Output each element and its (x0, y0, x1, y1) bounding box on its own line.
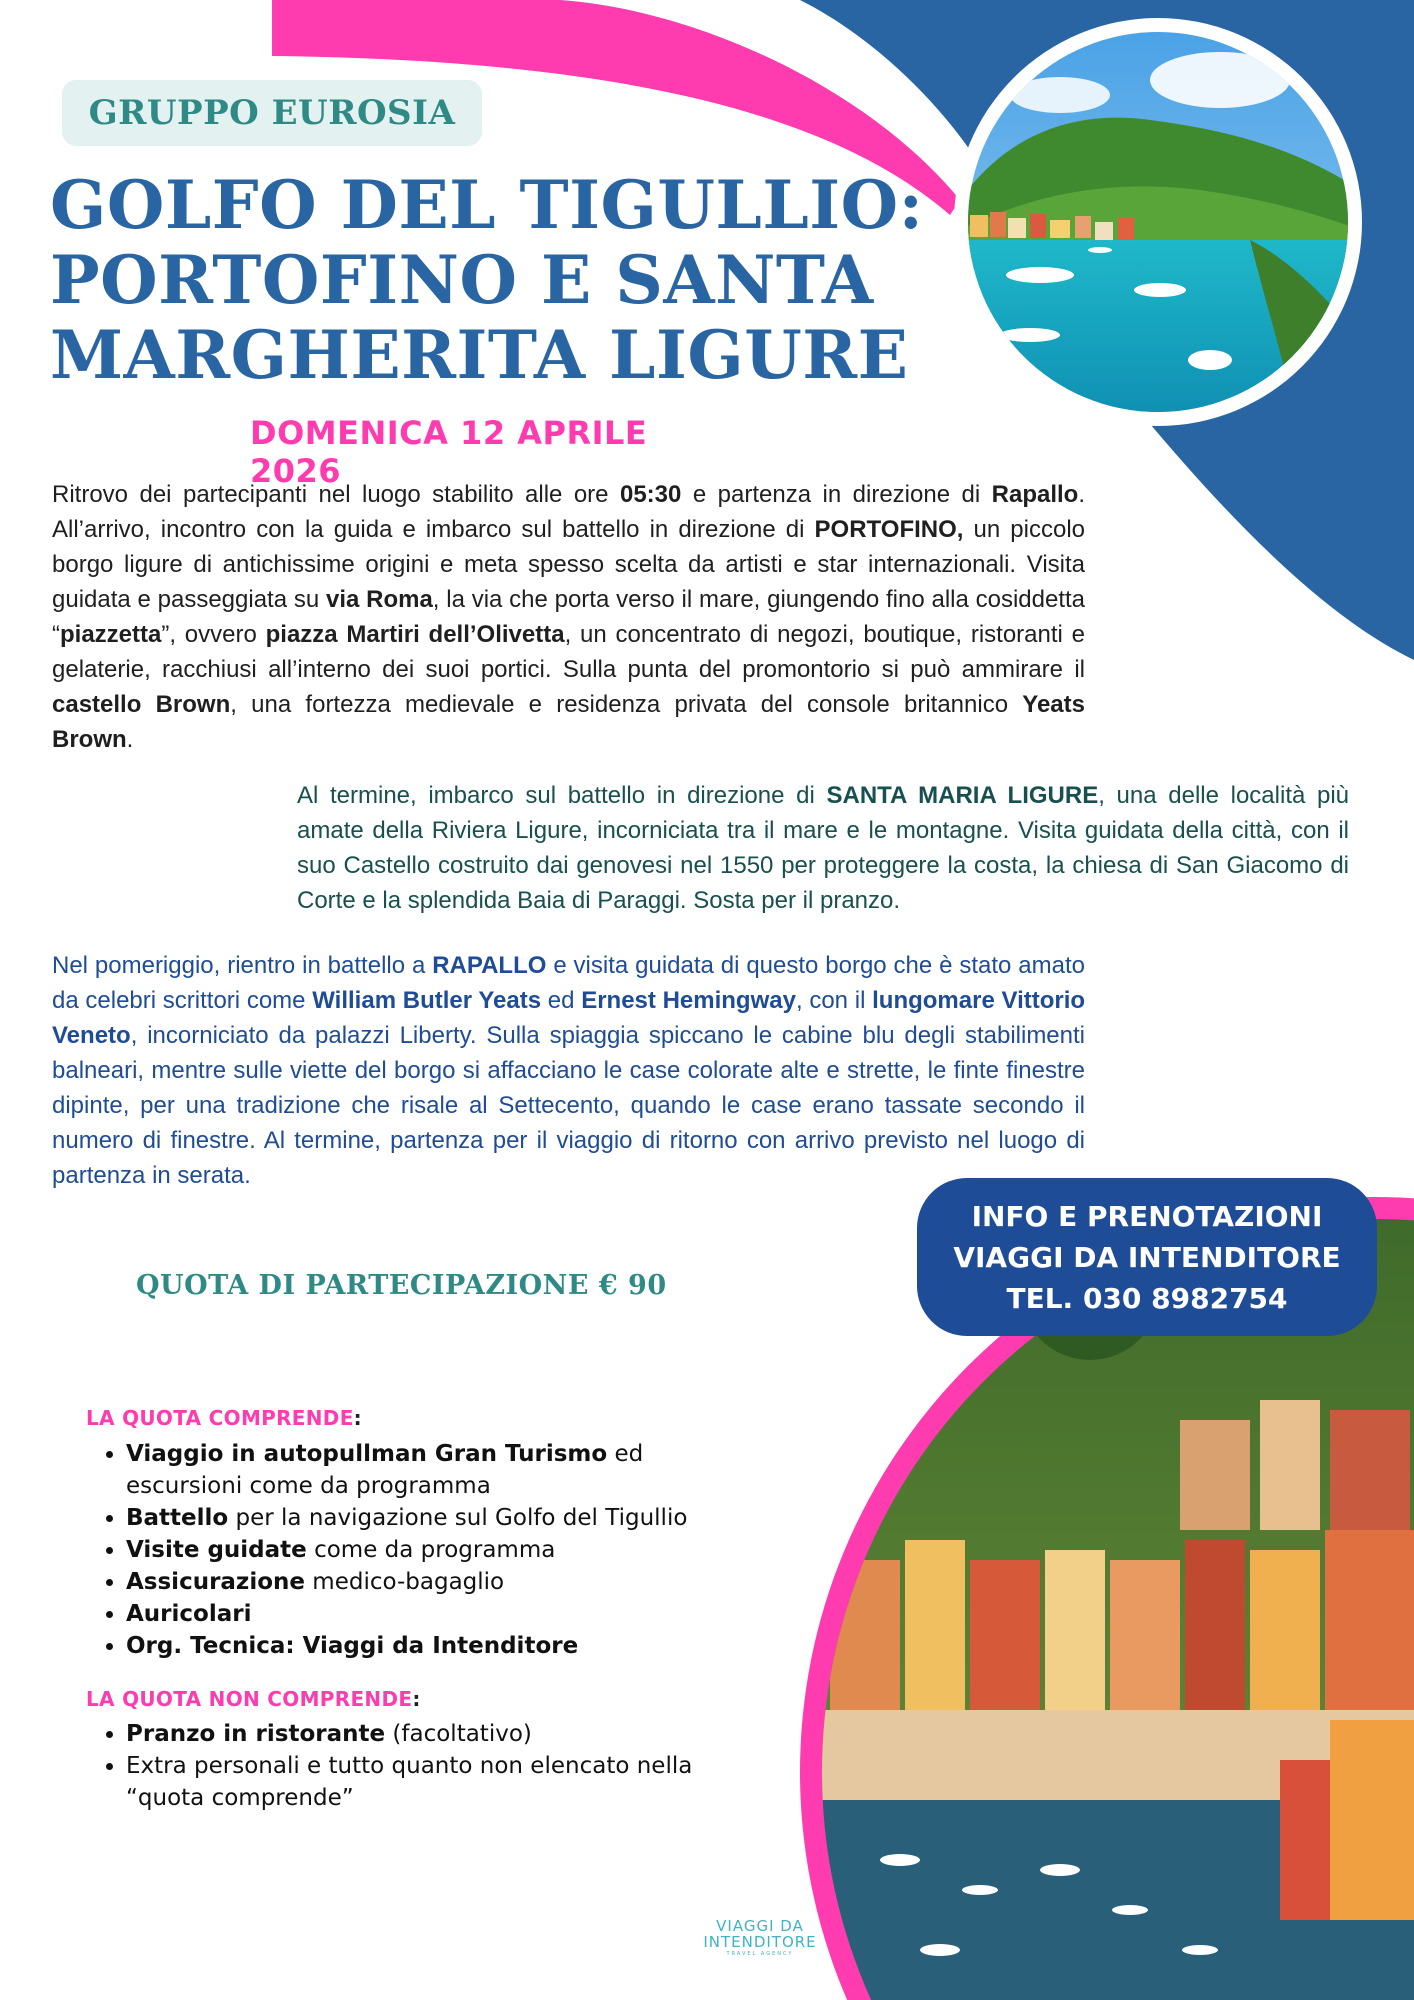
itinerary-midday: Al termine, imbarco sul battello in direzione di SANTA MARIA LIGURE, una delle località più amate della Riviera Ligure, incorniciata tra il mare e le montagne. Visita guidata della città, con il suo Castello costruito dai genovesi nel 1550 per proteggere la costa, la chiesa di San Giacomo di Corte e la splendida Baia di Paraggi. Sosta per il pranzo. (297, 782, 1350, 914)
includes-list (86, 1438, 766, 1662)
price-label: QUOTA DI PARTECIPAZIONE € 90 (136, 1270, 667, 1301)
excludes-heading: LA QUOTA NON COMPRENDE: (86, 1687, 421, 1711)
list-item: • Extra personali e tutto quanto non elencato nella “quota comprende” (126, 1750, 766, 1814)
list-item: • Visite guidate come da programma (126, 1534, 766, 1566)
list-item: • Pranzo in ristorante (facoltativo) (126, 1718, 766, 1750)
phone-number: TEL. 030 8982754 (1006, 1281, 1288, 1315)
itinerary-morning: Ritrovo dei partecipanti nel luogo stabilito alle ore 05:30 e partenza in direzione di Rapallo. All’arrivo, incontro con la guida e imbarco sul battello in direzione di PORTOFINO, un piccolo borgo ligure di antichissime origini e meta spesso scelta da artisti e star internazionali. Visita guidata e passeggiata su via Roma, la via che porta verso il mare, giungendo fino alla cosiddetta “piazzetta”, ovvero piazza Martiri dell’Olivetta, un concentrato di negozi, boutique, ristoranti e gelaterie, racchiusi all’interno dei suoi portici. Sulla punta del promontorio si può ammirare il castello Brown, una fortezza medievale e residenza privata del console britannico Yeats Brown. (52, 481, 1086, 753)
title-line: MARGHERITA LIGURE (50, 316, 909, 394)
includes-heading: LA QUOTA COMPRENDE: (86, 1406, 362, 1430)
list-item: • Viaggio in autopullman Gran Turismo ed escursioni come da programma (126, 1438, 766, 1502)
info-line: INFO E PRENOTAZIONI (971, 1199, 1323, 1233)
booking-info-box (917, 1178, 1377, 1336)
list-item: • Auricolari (126, 1598, 766, 1630)
page-title (50, 168, 950, 393)
group-badge: GRUPPO EUROSIA (62, 80, 482, 146)
excludes-list (86, 1718, 766, 1814)
list-item: • Battello per la navigazione sul Golfo del Tigullio (126, 1502, 766, 1534)
title-line: GOLFO DEL TIGULLIO: (50, 166, 924, 244)
agency-logo: VIAGGI DA INTENDITORE TRAVEL AGENCY (703, 1917, 817, 1957)
list-item: • Assicurazione medico-bagaglio (126, 1566, 766, 1598)
info-line: VIAGGI DA INTENDITORE (953, 1240, 1341, 1274)
title-line: PORTOFINO E SANTA (50, 241, 874, 319)
list-item: • Org. Tecnica: Viaggi da Intenditore (126, 1630, 766, 1662)
event-date: DOMENICA 12 APRILE 2026 (250, 414, 648, 490)
itinerary-afternoon: Nel pomeriggio, rientro in battello a RAPALLO e visita guidata di questo borgo che è stato amato da celebri scrittori come William Butler Yeats ed Ernest Hemingway, con il lungomare Vittorio Veneto, incorniciato da palazzi Liberty. Sulla spiaggia spiccano le cabine blu degli stabilimenti balneari, mentre sulle viette del borgo si affacciano le case colorate alte e strette, le finte finestre dipinte, per una tradizione che risale al Settecento, quando le case erano tassate secondo il numero di finestre. Al termine, partenza per il viaggio di ritorno con arrivo previsto nel luogo di partenza in serata. (52, 952, 1086, 1189)
